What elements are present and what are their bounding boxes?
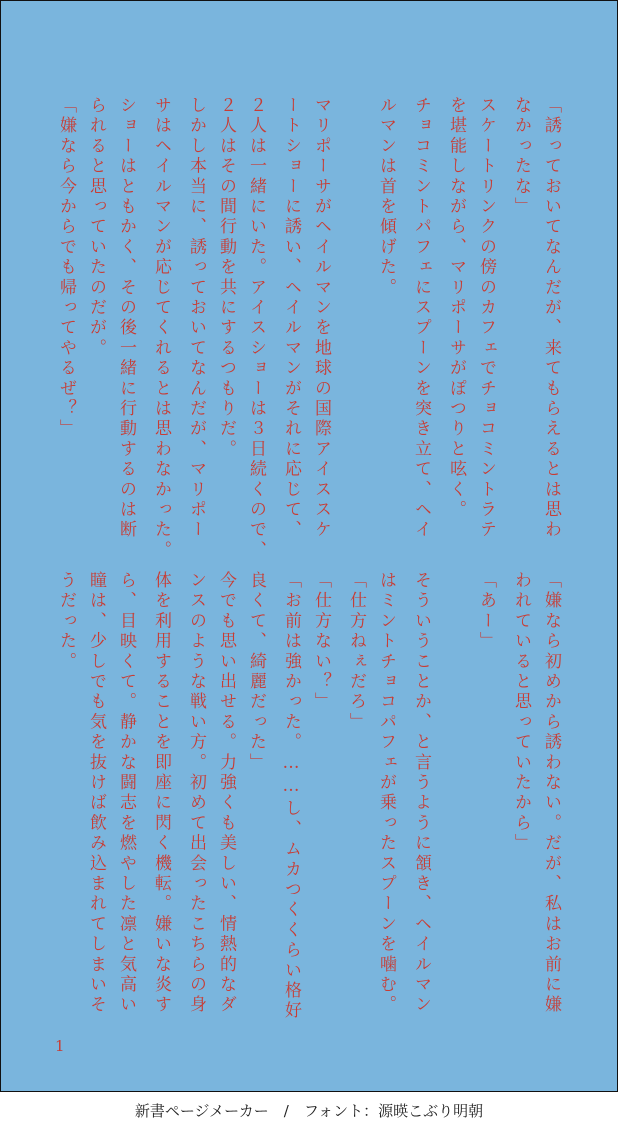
text-column: 体を利用することを即座に閃く機転。嫌いな炎す [151,571,171,1016]
text-column: 今でも思い出せる。力強くも美しい、情熱的なダ [216,571,236,1016]
text-column: うだった。 [56,571,76,672]
text-column: 「お前は強かった。……し、ムカつくくらい格好 [281,571,301,1022]
text-column: チョコミントパフェにスプーンを突き立て、ヘイ [411,96,431,541]
text-column: そういうことか、と言うように頷き、ヘイルマン [411,571,431,1016]
text-column: なかったな」 [511,96,531,218]
text-column: マリポーサがヘイルマンを地球の国際アイススケ [311,96,331,541]
text-column: 「仕方ねぇだろ」 [346,571,366,733]
text-column: スケートリンクの傍のカフェでチョコミントラテ [476,96,496,541]
text-column: サはヘイルマンが応じてくれるとは思わなかった。 [151,96,171,561]
text-column: 「嫌なら初めから誘わない。だが、私はお前に嫌 [541,571,561,1016]
text-column: ２人はその間行動を共にするつもりだ。 [216,96,236,460]
text-column: ら、目映くて。静かな闘志を燃やした凛と気高い [116,571,136,1016]
page-number: 1 [55,1037,65,1055]
text-column: ショーはともかく、その後一緒に行動するのは断 [116,96,136,541]
text-column: 瞳は、少しでも気を抜けば飲み込まれてしまいそ [86,571,106,1016]
footer-credit: 新書ページメーカー / フォント：源暎こぶり明朝 [134,1102,484,1120]
text-column: われていると思っていたから」 [511,571,531,854]
text-column: 「あー」 [476,571,496,652]
text-column: 「嫌なら今からでも帰ってやるぜ？」 [56,96,76,440]
text-column: を堪能しながら、マリポーサがぽつりと呟く。 [446,96,466,521]
text-column: 良くて、綺麗だった」 [246,571,266,773]
text-column: ンスのような戦い方。初めて出会ったこちらの身 [186,571,206,1016]
text-column: ルマンは首を傾げた。 [376,96,396,298]
text-column: はミントチョコパフェが乗ったスプーンを噛む。 [376,571,396,1016]
text-column: られると思っていたのだが。 [86,96,106,359]
text-column: ートショーに誘い、ヘイルマンがそれに応じて、 [281,96,301,541]
text-column: しかし本当に、誘っておいてなんだが、マリポー [186,96,206,541]
text-column: ２人は一緒にいた。アイスショーは３日続くので、 [246,96,266,561]
text-column: 「誘っておいてなんだが、来てもらえるとは思わ [541,96,561,541]
text-column: 「仕方ない？」 [311,571,331,713]
